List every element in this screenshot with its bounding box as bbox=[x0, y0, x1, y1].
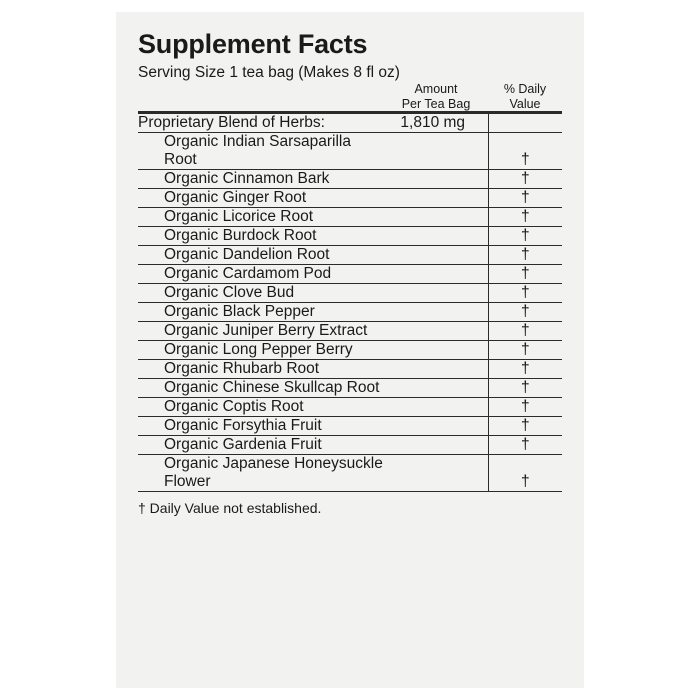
supplement-facts-table bbox=[138, 82, 562, 492]
table-row-blend bbox=[138, 113, 562, 133]
ingredient-daily-value: † bbox=[488, 341, 562, 360]
ingredient-daily-value: † bbox=[488, 246, 562, 265]
ingredient-amount bbox=[384, 303, 488, 322]
table-row bbox=[138, 170, 562, 189]
ingredient-name: Organic Dandelion Root bbox=[138, 246, 384, 265]
ingredient-amount bbox=[384, 455, 488, 492]
ingredient-daily-value: † bbox=[488, 398, 562, 417]
header-dv-line1: % Daily bbox=[503, 82, 547, 97]
supplement-facts-panel bbox=[116, 12, 584, 688]
table-row bbox=[138, 246, 562, 265]
table-row bbox=[138, 189, 562, 208]
table-row bbox=[138, 436, 562, 455]
ingredient-amount bbox=[384, 360, 488, 379]
table-row bbox=[138, 417, 562, 436]
ingredient-amount bbox=[384, 189, 488, 208]
header-amount-line2: Per Tea Bag bbox=[401, 96, 471, 111]
ingredient-amount bbox=[384, 246, 488, 265]
table-row bbox=[138, 379, 562, 398]
ingredient-daily-value: † bbox=[488, 284, 562, 303]
ingredient-amount bbox=[384, 170, 488, 189]
header-amount-line1: Amount bbox=[414, 82, 458, 97]
ingredient-name: Organic Clove Bud bbox=[138, 284, 384, 303]
ingredient-daily-value: † bbox=[488, 360, 562, 379]
ingredient-amount bbox=[384, 436, 488, 455]
header-daily-value bbox=[488, 82, 562, 112]
ingredient-daily-value: † bbox=[488, 322, 562, 341]
ingredient-name: Organic Ginger Root bbox=[138, 189, 384, 208]
ingredient-daily-value: † bbox=[488, 133, 562, 170]
ingredient-amount bbox=[384, 322, 488, 341]
table-row bbox=[138, 133, 562, 170]
supplement-facts-content bbox=[138, 30, 562, 516]
table-row bbox=[138, 455, 562, 492]
table-row bbox=[138, 284, 562, 303]
table-row bbox=[138, 398, 562, 417]
table-row bbox=[138, 322, 562, 341]
ingredient-name: Organic Chinese Skullcap Root bbox=[138, 379, 384, 398]
ingredient-daily-value: † bbox=[488, 265, 562, 284]
header-dv-line2: Value bbox=[509, 96, 541, 111]
ingredient-name: Organic Japanese Honeysuckle Flower bbox=[138, 455, 384, 492]
blend-amount: 1,810 mg bbox=[384, 113, 488, 133]
ingredient-amount bbox=[384, 398, 488, 417]
ingredient-name: Organic Juniper Berry Extract bbox=[138, 322, 384, 341]
ingredient-amount bbox=[384, 133, 488, 170]
ingredient-daily-value: † bbox=[488, 455, 562, 492]
blend-name: Proprietary Blend of Herbs: bbox=[138, 113, 384, 133]
header-blank bbox=[138, 82, 384, 112]
ingredient-name: Organic Cardamom Pod bbox=[138, 265, 384, 284]
ingredient-name: Organic Black Pepper bbox=[138, 303, 384, 322]
ingredient-name: Organic Cinnamon Bark bbox=[138, 170, 384, 189]
ingredient-name: Organic Gardenia Fruit bbox=[138, 436, 384, 455]
ingredient-amount bbox=[384, 284, 488, 303]
table-row bbox=[138, 303, 562, 322]
ingredient-amount bbox=[384, 379, 488, 398]
ingredient-daily-value: † bbox=[488, 189, 562, 208]
ingredient-name: Organic Forsythia Fruit bbox=[138, 417, 384, 436]
ingredient-daily-value: † bbox=[488, 303, 562, 322]
ingredient-name: Organic Long Pepper Berry bbox=[138, 341, 384, 360]
ingredient-name: Organic Indian Sarsaparilla Root bbox=[138, 133, 384, 170]
table-row bbox=[138, 208, 562, 227]
ingredient-daily-value: † bbox=[488, 208, 562, 227]
ingredient-daily-value: † bbox=[488, 379, 562, 398]
table-row bbox=[138, 265, 562, 284]
blend-daily-value bbox=[488, 113, 562, 133]
serving-size-text: Serving Size 1 tea bag (Makes 8 fl oz) bbox=[138, 63, 400, 81]
footnote-text: † Daily Value not established. bbox=[138, 500, 322, 517]
ingredient-name: Organic Coptis Root bbox=[138, 398, 384, 417]
ingredient-amount bbox=[384, 417, 488, 436]
table-row bbox=[138, 360, 562, 379]
header-amount bbox=[384, 82, 488, 112]
ingredient-amount bbox=[384, 265, 488, 284]
ingredient-amount bbox=[384, 227, 488, 246]
page-title: Supplement Facts bbox=[138, 29, 368, 59]
table-row bbox=[138, 227, 562, 246]
table-row bbox=[138, 341, 562, 360]
ingredient-daily-value: † bbox=[488, 436, 562, 455]
ingredient-name: Organic Burdock Root bbox=[138, 227, 384, 246]
ingredient-name: Organic Licorice Root bbox=[138, 208, 384, 227]
table-header-row bbox=[138, 82, 562, 112]
ingredient-amount bbox=[384, 341, 488, 360]
ingredient-daily-value: † bbox=[488, 227, 562, 246]
ingredient-name: Organic Rhubarb Root bbox=[138, 360, 384, 379]
ingredient-daily-value: † bbox=[488, 417, 562, 436]
ingredient-daily-value: † bbox=[488, 170, 562, 189]
ingredient-amount bbox=[384, 208, 488, 227]
